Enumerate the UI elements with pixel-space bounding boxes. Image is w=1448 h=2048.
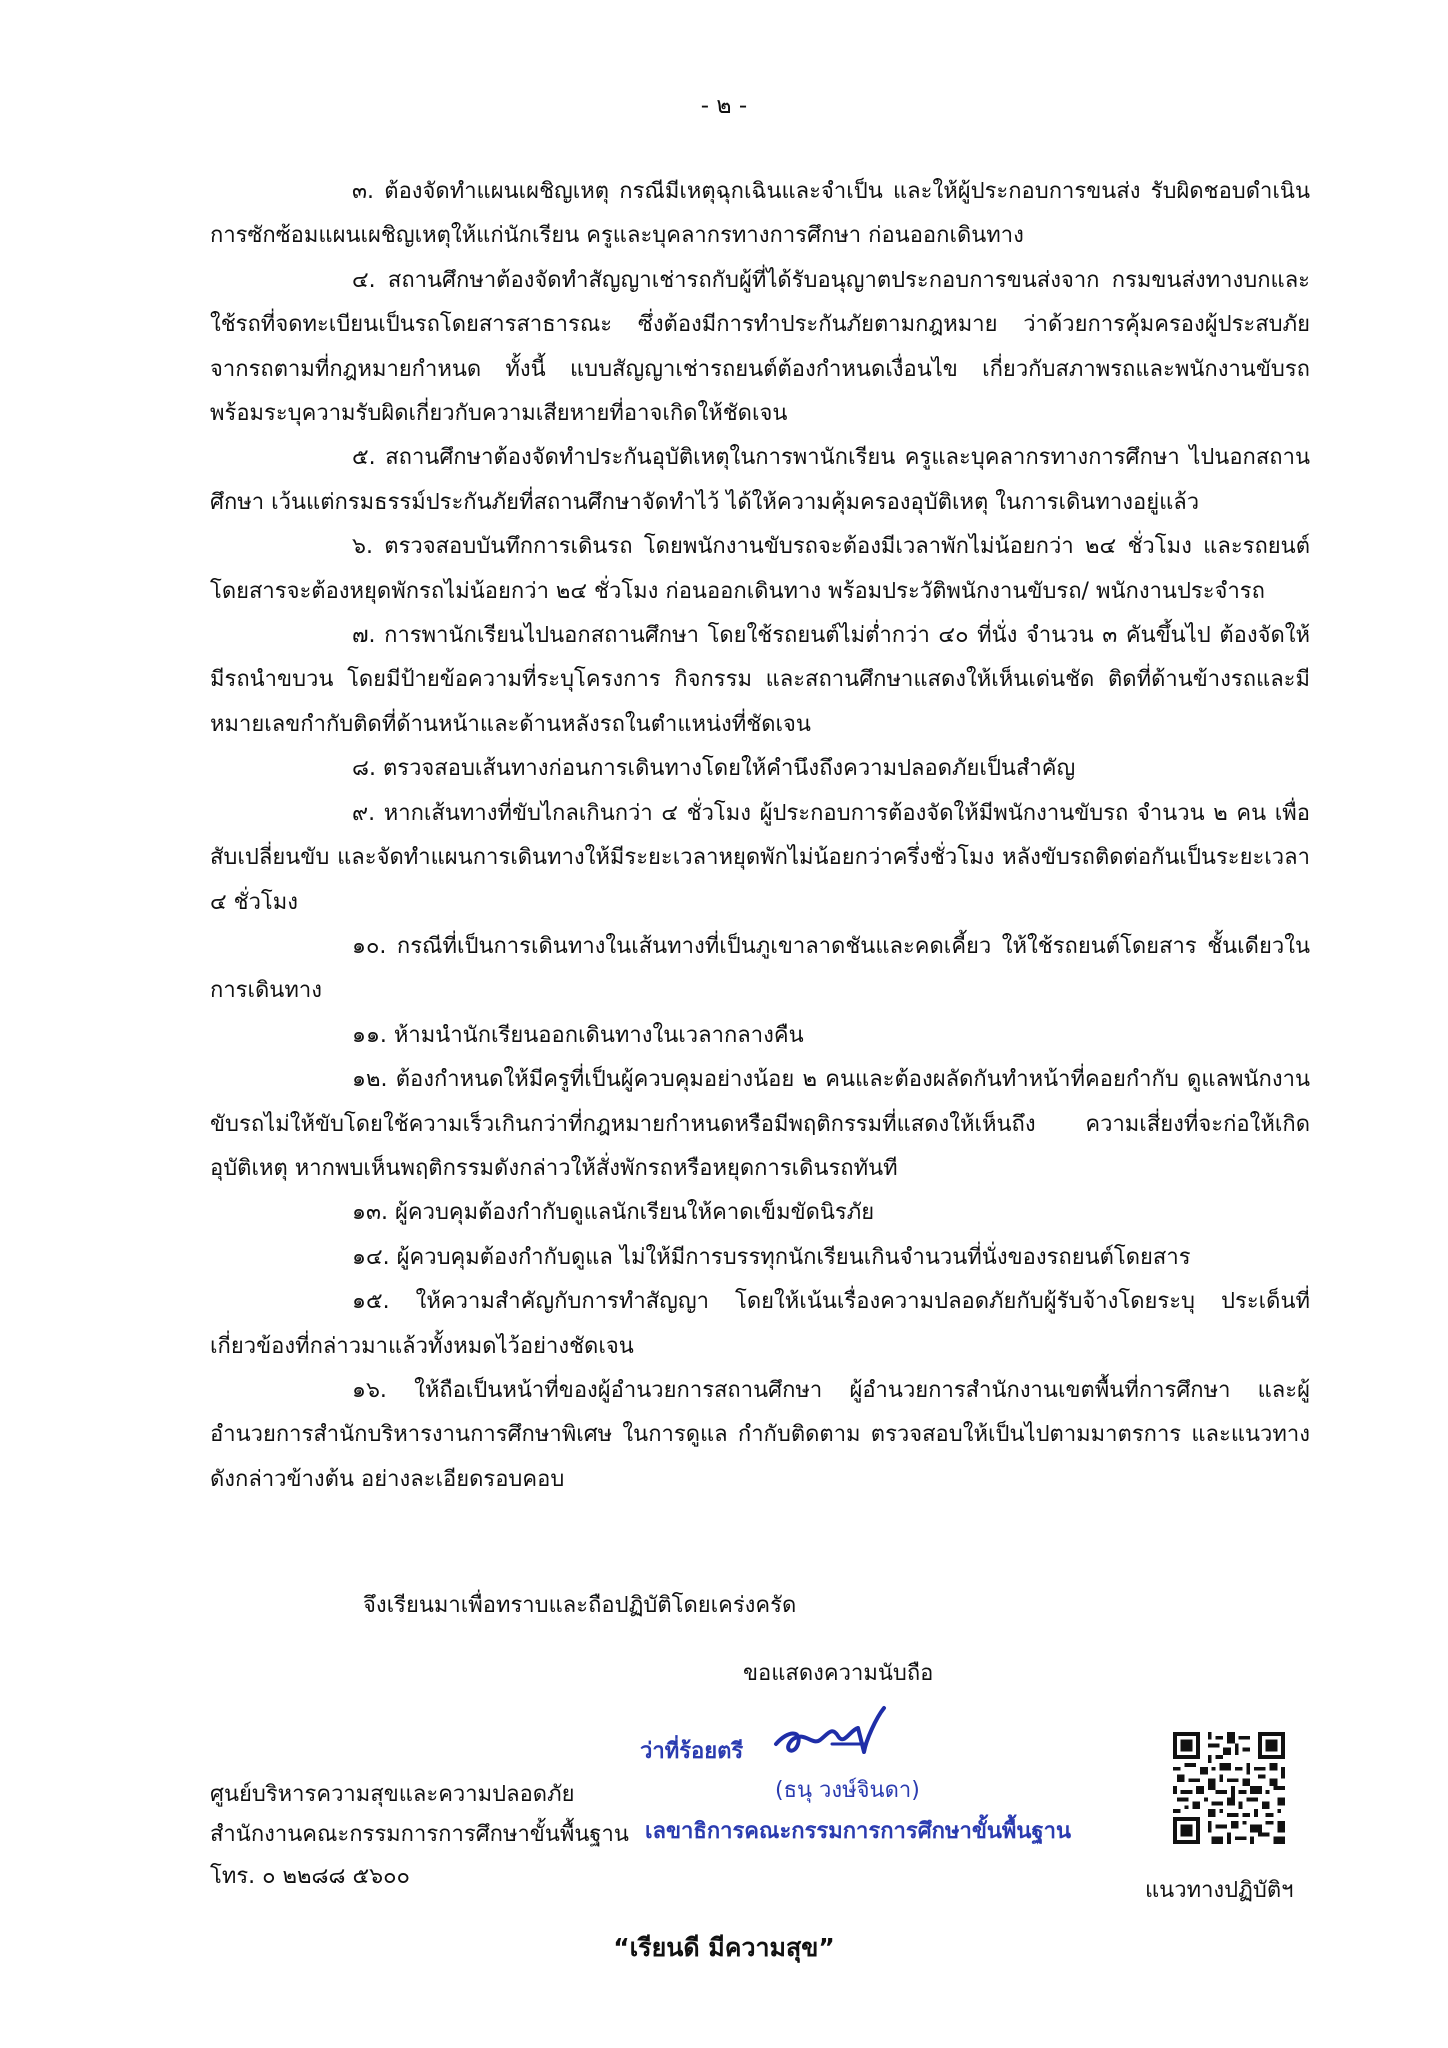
list-item bbox=[210, 436, 1310, 525]
list-item bbox=[210, 1236, 1310, 1280]
list-item bbox=[210, 1369, 1310, 1502]
list-item bbox=[210, 925, 1310, 1014]
page-number: - ๒ - bbox=[700, 93, 748, 119]
list-item bbox=[210, 259, 1310, 437]
item-text: ๑๐. กรณีที่เป็นการเดินทางในเส้นทางที่เป็นภูเขาลาดชันและคดเคี้ยว ให้ใช้รถยนต์โดยสาร ชั้นเดียวในการเดินทาง bbox=[210, 933, 1310, 1004]
list-item bbox=[210, 747, 1310, 791]
item-text: ๑๒. ต้องกำหนดให้มีครูที่เป็นผู้ควบคุมอย่างน้อย ๒ คนและต้องผลัดกันทำหน้าที่คอยกำกับ ดูแลพนักงานขับรถไม่ให้ขับโดยใช้ความเร็วเกินกว่าที่กฎหมายกำหนดหรือมีพฤติกรรมที่แสดงให้เห็นถึง ความเสี่ยงที่จะก่อให้เกิดอุบัติเหตุ หากพบเห็นพฤติกรรมดังกล่าวให้สั่งพักรถหรือหยุดการเดินรถทันที bbox=[210, 1067, 1310, 1181]
signer-name: (ธนุ วงษ์จินดา) bbox=[775, 1778, 920, 1803]
list-item bbox=[210, 1191, 1310, 1235]
list-item bbox=[210, 614, 1310, 747]
item-text: ๑๖. ให้ถือเป็นหน้าที่ของผู้อำนวยการสถานศึกษา ผู้อำนวยการสำนักงานเขตพื้นที่การศึกษา และผู้อำนวยการสำนักบริหารงานการศึกษาพิเศษ ในการดูแล กำกับติดตาม ตรวจสอบให้เป็นไปตามมาตรการ และแนวทางดังกล่าวข้างต้น อย่างละเอียดรอบคอบ bbox=[210, 1377, 1310, 1492]
list-item bbox=[210, 792, 1310, 925]
closing-line: จึงเรียนมาเพื่อทราบและถือปฏิบัติโดยเคร่งครัด bbox=[363, 1593, 797, 1618]
list-item bbox=[210, 1014, 1310, 1058]
item-text: ๓. ต้องจัดทำแผนเผชิญเหตุ กรณีมีเหตุฉุกเฉินและจำเป็น และให้ผู้ประกอบการขนส่ง รับผิดชอบดำเนินการซักซ้อมแผนเผชิญเหตุให้แก่นักเรียน ครูและบุคลากรทางการศึกษา ก่อนออกเดินทาง bbox=[210, 179, 1310, 249]
qr-code[interactable] bbox=[1173, 1732, 1285, 1844]
list-item bbox=[210, 1280, 1310, 1369]
list-item bbox=[210, 1058, 1310, 1191]
list-item bbox=[210, 525, 1310, 614]
office-unit: ศูนย์บริหารความสุขและความปลอดภัย bbox=[210, 1782, 575, 1807]
item-text: ๑๔. ผู้ควบคุมต้องกำกับดูแล ไม่ให้มีการบรรทุกนักเรียนเกินจำนวนที่นั่งของรถยนต์โดยสาร bbox=[352, 1244, 1191, 1270]
motto: “เรียนดี มีความสุข” bbox=[613, 1933, 835, 1962]
list-item bbox=[210, 170, 1310, 259]
item-text: ๔. สถานศึกษาต้องจัดทำสัญญาเช่ารถกับผู้ที่ได้รับอนุญาตประกอบการขนส่งจาก กรมขนส่งทางบกและใช้รถที่จดทะเบียนเป็นรถโดยสารสาธารณะ ซึ่งต้องมีการทำประกันภัยตามกฎหมาย ว่าด้วยการคุ้มครองผู้ประสบภัยจากรถตามที่กฎหมายกำหนด ทั้งนี้ แบบสัญญาเช่ารถยนต์ต้องกำหนดเงื่อนไข เกี่ยวกับสภาพรถและพนักงานขับรถ พร้อมระบุความรับผิดเกี่ยวกับความเสียหายที่อาจเกิดให้ชัดเจน bbox=[210, 267, 1310, 427]
item-text: ๑๑. ห้ามนำนักเรียนออกเดินทางในเวลากลางคืน bbox=[352, 1022, 804, 1048]
handwritten-signature bbox=[768, 1700, 903, 1770]
item-text: ๑๓. ผู้ควบคุมต้องกำกับดูแลนักเรียนให้คาดเข็มขัดนิรภัย bbox=[352, 1200, 875, 1226]
item-text: ๗. การพานักเรียนไปนอกสถานศึกษา โดยใช้รถยนต์ไม่ต่ำกว่า ๔๐ ที่นั่ง จำนวน ๓ คันขึ้นไป ต้องจัดให้มีรถนำขบวน โดยมีป้ายข้อความที่ระบุโครงการ กิจกรรม และสถานศึกษาแสดงให้เห็นเด่นชัด ติดที่ด้านข้างรถและมีหมายเลขกำกับติดที่ด้านหน้าและด้านหลังรถในตำแหน่งที่ชัดเจน bbox=[210, 623, 1310, 737]
item-text: ๑๕. ให้ความสำคัญกับการทำสัญญา โดยให้เน้นเรื่องความปลอดภัยกับผู้รับจ้างโดยระบุ ประเด็นที่เกี่ยวข้องที่กล่าวมาแล้วทั้งหมดไว้อย่างชัดเจน bbox=[210, 1289, 1310, 1359]
signer-title: เลขาธิการคณะกรรมการการศึกษาขั้นพื้นฐาน bbox=[645, 1819, 1071, 1844]
office-phone: โทร. ๐ ๒๒๘๘ ๕๖๐๐ bbox=[210, 1864, 410, 1889]
signer-rank: ว่าที่ร้อยตรี bbox=[640, 1739, 744, 1764]
regards-line: ขอแสดงความนับถือ bbox=[743, 1661, 934, 1686]
item-text: ๙. หากเส้นทางที่ขับไกลเกินกว่า ๔ ชั่วโมง ผู้ประกอบการต้องจัดให้มีพนักงานขับรถ จำนวน ๒ คน เพื่อสับเปลี่ยนขับ และจัดทำแผนการเดินทางให้มีระยะเวลาหยุดพักไม่น้อยกว่าครึ่งชั่วโมง หลังขับรถติดต่อกันเป็นระยะเวลา ๔ ชั่วโมง bbox=[210, 800, 1310, 915]
item-text: ๖. ตรวจสอบบันทึกการเดินรถ โดยพนักงานขับรถจะต้องมีเวลาพักไม่น้อยกว่า ๒๔ ชั่วโมง และรถยนต์โดยสารจะต้องหยุดพักรถไม่น้อยกว่า ๒๔ ชั่วโมง ก่อนออกเดินทาง พร้อมประวัติพนักงานขับรถ/ พนักงานประจำรถ bbox=[210, 534, 1310, 604]
qr-label: แนวทางปฏิบัติฯ bbox=[1145, 1878, 1294, 1903]
item-text: ๘. ตรวจสอบเส้นทางก่อนการเดินทางโดยให้คำนึงถึงความปลอดภัยเป็นสำคัญ bbox=[352, 756, 1076, 782]
item-text: ๕. สถานศึกษาต้องจัดทำประกันอุบัติเหตุในการพานักเรียน ครูและบุคลากรทางการศึกษา ไปนอกสถานศึกษา เว้นแต่กรมธรรม์ประกันภัยที่สถานศึกษาจัดทำไว้ ได้ให้ความคุ้มครองอุบัติเหตุ ในการเดินทางอยู่แล้ว bbox=[210, 445, 1310, 515]
office-agency: สำนักงานคณะกรรมการการศึกษาขั้นพื้นฐาน bbox=[210, 1822, 629, 1847]
measures-list bbox=[210, 170, 1310, 1502]
